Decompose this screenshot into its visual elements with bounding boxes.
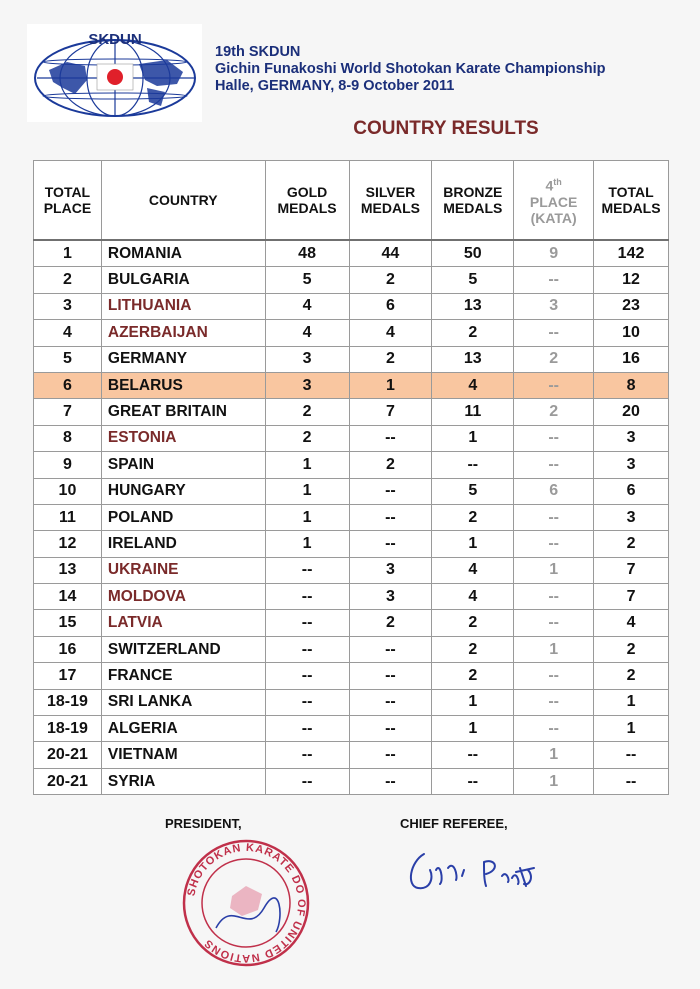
cell-silver: -- [349, 768, 432, 794]
cell-silver: -- [349, 636, 432, 662]
cell-total: 1 [594, 716, 669, 742]
cell-silver: 6 [349, 293, 432, 319]
table-row [34, 240, 669, 267]
header-fourth-place-kata: 4th PLACE (KATA) [514, 161, 594, 241]
cell-silver: -- [349, 663, 432, 689]
table-row [34, 531, 669, 557]
cell-country: UKRAINE [101, 557, 265, 583]
cell-kata: 1 [514, 742, 594, 768]
cell-total: 2 [594, 663, 669, 689]
cell-total: 23 [594, 293, 669, 319]
cell-kata: 1 [514, 768, 594, 794]
cell-total: 7 [594, 557, 669, 583]
cell-country: SWITZERLAND [101, 636, 265, 662]
cell-place: 8 [34, 425, 102, 451]
cell-country: SRI LANKA [101, 689, 265, 715]
cell-country: SPAIN [101, 452, 265, 478]
cell-silver: -- [349, 531, 432, 557]
cell-country: IRELAND [101, 531, 265, 557]
table-row [34, 716, 669, 742]
event-location-date: Halle, GERMANY, 8-9 October 2011 [215, 78, 455, 94]
cell-kata: -- [514, 610, 594, 636]
federation-stamp-icon [172, 838, 320, 968]
cell-place: 3 [34, 293, 102, 319]
cell-silver: 3 [349, 557, 432, 583]
cell-place: 14 [34, 584, 102, 610]
cell-bronze: 50 [432, 240, 514, 267]
cell-total: 2 [594, 636, 669, 662]
cell-silver: 3 [349, 584, 432, 610]
cell-kata: 1 [514, 557, 594, 583]
cell-silver: -- [349, 478, 432, 504]
cell-total: 7 [594, 584, 669, 610]
event-edition: 19th SKDUN [215, 44, 301, 60]
cell-gold: -- [265, 768, 349, 794]
cell-bronze: 1 [432, 716, 514, 742]
cell-kata: -- [514, 531, 594, 557]
cell-place: 17 [34, 663, 102, 689]
cell-total: 3 [594, 504, 669, 530]
cell-kata: 3 [514, 293, 594, 319]
cell-total: 3 [594, 452, 669, 478]
cell-kata: -- [514, 663, 594, 689]
table-row [34, 663, 669, 689]
cell-country: LATVIA [101, 610, 265, 636]
cell-gold: -- [265, 663, 349, 689]
cell-gold: 2 [265, 399, 349, 425]
cell-kata: -- [514, 320, 594, 346]
cell-bronze: 2 [432, 663, 514, 689]
cell-gold: 5 [265, 267, 349, 293]
cell-total: 3 [594, 425, 669, 451]
table-row [34, 346, 669, 372]
cell-bronze: -- [432, 768, 514, 794]
cell-place: 5 [34, 346, 102, 372]
cell-kata: 2 [514, 399, 594, 425]
cell-total: -- [594, 742, 669, 768]
event-header [215, 44, 605, 95]
cell-country: BELARUS [101, 372, 265, 398]
table-row [34, 610, 669, 636]
table-row [34, 504, 669, 530]
cell-gold: 2 [265, 425, 349, 451]
cell-place: 16 [34, 636, 102, 662]
cell-bronze: 1 [432, 689, 514, 715]
cell-bronze: 2 [432, 504, 514, 530]
cell-total: 8 [594, 372, 669, 398]
header-total-medals: TOTAL MEDALS [594, 161, 669, 241]
table-row [34, 425, 669, 451]
cell-bronze: 4 [432, 557, 514, 583]
cell-country: GERMANY [101, 346, 265, 372]
cell-gold: 48 [265, 240, 349, 267]
page-title: COUNTRY RESULTS [353, 118, 539, 139]
cell-bronze: -- [432, 452, 514, 478]
cell-silver: 2 [349, 610, 432, 636]
cell-total: 142 [594, 240, 669, 267]
cell-country: LITHUANIA [101, 293, 265, 319]
cell-country: VIETNAM [101, 742, 265, 768]
cell-place: 20-21 [34, 742, 102, 768]
cell-kata: 6 [514, 478, 594, 504]
federation-stamp [172, 838, 320, 973]
president-label: PRESIDENT, [165, 816, 242, 831]
table-row [34, 584, 669, 610]
cell-gold: -- [265, 557, 349, 583]
table-row [34, 372, 669, 398]
cell-country: ESTONIA [101, 425, 265, 451]
cell-bronze: 13 [432, 293, 514, 319]
cell-bronze: 2 [432, 320, 514, 346]
table-header-row [34, 161, 669, 241]
cell-place: 18-19 [34, 689, 102, 715]
logo-text: SKDUN [88, 31, 142, 48]
cell-kata: -- [514, 452, 594, 478]
cell-place: 10 [34, 478, 102, 504]
cell-silver: 44 [349, 240, 432, 267]
cell-total: 12 [594, 267, 669, 293]
cell-kata: -- [514, 716, 594, 742]
cell-silver: -- [349, 504, 432, 530]
cell-country: ROMANIA [101, 240, 265, 267]
cell-silver: 4 [349, 320, 432, 346]
cell-bronze: -- [432, 742, 514, 768]
cell-country: MOLDOVA [101, 584, 265, 610]
cell-country: AZERBAIJAN [101, 320, 265, 346]
table-row [34, 768, 669, 794]
cell-gold: 1 [265, 452, 349, 478]
table-row [34, 399, 669, 425]
skdun-logo [27, 24, 202, 122]
chief-referee-signature [400, 840, 550, 905]
cell-gold: 4 [265, 293, 349, 319]
cell-bronze: 2 [432, 610, 514, 636]
cell-kata: -- [514, 689, 594, 715]
cell-kata: -- [514, 267, 594, 293]
svg-text:SHOTOKAN KARATE DO OF UNITED N: SHOTOKAN KARATE DO OF UNITED NATIONS [185, 841, 308, 965]
cell-kata: -- [514, 372, 594, 398]
cell-bronze: 2 [432, 636, 514, 662]
cell-place: 1 [34, 240, 102, 267]
cell-silver: -- [349, 742, 432, 768]
cell-place: 6 [34, 372, 102, 398]
cell-kata: 9 [514, 240, 594, 267]
cell-bronze: 11 [432, 399, 514, 425]
cell-total: 4 [594, 610, 669, 636]
cell-gold: -- [265, 636, 349, 662]
cell-country: POLAND [101, 504, 265, 530]
cell-gold: -- [265, 716, 349, 742]
cell-bronze: 4 [432, 584, 514, 610]
cell-place: 4 [34, 320, 102, 346]
cell-gold: 4 [265, 320, 349, 346]
cell-gold: 1 [265, 531, 349, 557]
header-gold-medals: GOLD MEDALS [265, 161, 349, 241]
cell-kata: -- [514, 425, 594, 451]
cell-bronze: 5 [432, 267, 514, 293]
cell-bronze: 1 [432, 425, 514, 451]
cell-place: 20-21 [34, 768, 102, 794]
cell-bronze: 1 [432, 531, 514, 557]
table-row [34, 293, 669, 319]
cell-silver: 1 [349, 372, 432, 398]
signature-icon [400, 840, 550, 900]
table-row [34, 320, 669, 346]
table-row [34, 267, 669, 293]
cell-place: 9 [34, 452, 102, 478]
cell-silver: 2 [349, 452, 432, 478]
cell-silver: -- [349, 425, 432, 451]
table-row [34, 557, 669, 583]
cell-gold: -- [265, 689, 349, 715]
cell-bronze: 4 [432, 372, 514, 398]
cell-silver: -- [349, 689, 432, 715]
table-row [34, 636, 669, 662]
cell-country: ALGERIA [101, 716, 265, 742]
results-body [34, 240, 669, 795]
cell-silver: 2 [349, 267, 432, 293]
cell-gold: 1 [265, 504, 349, 530]
cell-silver: -- [349, 716, 432, 742]
cell-silver: 7 [349, 399, 432, 425]
cell-silver: 2 [349, 346, 432, 372]
cell-total: -- [594, 768, 669, 794]
cell-total: 16 [594, 346, 669, 372]
cell-place: 15 [34, 610, 102, 636]
cell-place: 7 [34, 399, 102, 425]
event-name: Gichin Funakoshi World Shotokan Karate Championship [215, 61, 606, 77]
cell-place: 12 [34, 531, 102, 557]
header-country: COUNTRY [101, 161, 265, 241]
cell-place: 11 [34, 504, 102, 530]
table-row [34, 452, 669, 478]
cell-total: 6 [594, 478, 669, 504]
cell-country: HUNGARY [101, 478, 265, 504]
cell-place: 2 [34, 267, 102, 293]
cell-bronze: 13 [432, 346, 514, 372]
cell-place: 13 [34, 557, 102, 583]
results-table [33, 160, 669, 795]
cell-gold: 1 [265, 478, 349, 504]
cell-country: SYRIA [101, 768, 265, 794]
cell-gold: 3 [265, 372, 349, 398]
cell-country: FRANCE [101, 663, 265, 689]
table-row [34, 689, 669, 715]
cell-bronze: 5 [432, 478, 514, 504]
cell-kata: 2 [514, 346, 594, 372]
cell-gold: -- [265, 610, 349, 636]
cell-kata: 1 [514, 636, 594, 662]
cell-total: 1 [594, 689, 669, 715]
globe-logo-icon [27, 24, 202, 122]
cell-gold: -- [265, 742, 349, 768]
cell-total: 2 [594, 531, 669, 557]
cell-total: 10 [594, 320, 669, 346]
cell-total: 20 [594, 399, 669, 425]
cell-place: 18-19 [34, 716, 102, 742]
cell-country: BULGARIA [101, 267, 265, 293]
cell-gold: 3 [265, 346, 349, 372]
header-bronze-medals: BRONZE MEDALS [432, 161, 514, 241]
header-silver-medals: SILVER MEDALS [349, 161, 432, 241]
table-row [34, 478, 669, 504]
cell-country: GREAT BRITAIN [101, 399, 265, 425]
cell-kata: -- [514, 504, 594, 530]
cell-gold: -- [265, 584, 349, 610]
header-total-place: TOTAL PLACE [34, 161, 102, 241]
cell-kata: -- [514, 584, 594, 610]
chief-referee-label: CHIEF REFEREE, [400, 816, 508, 831]
table-row [34, 742, 669, 768]
